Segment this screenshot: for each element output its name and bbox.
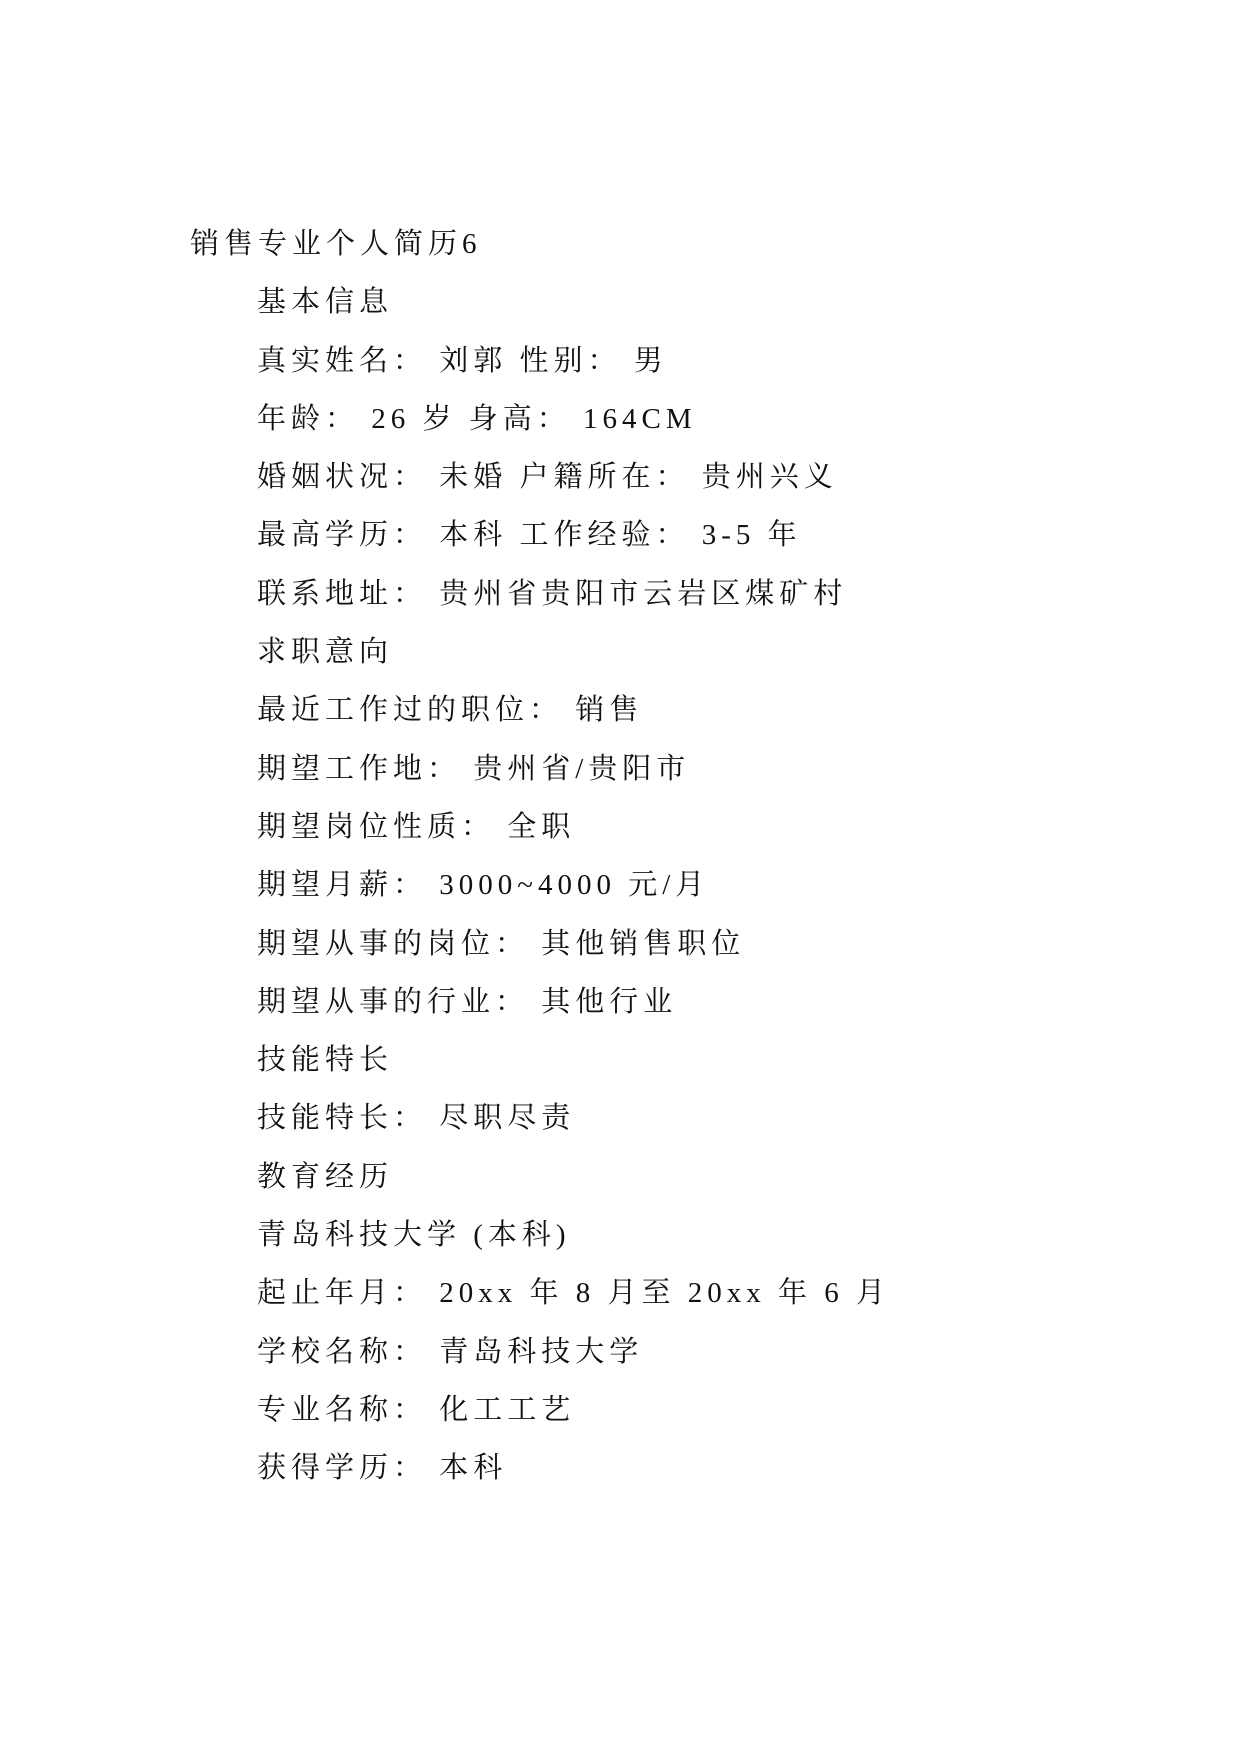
basic-info-age-height: 年龄： 26 岁 身高： 164CM	[257, 402, 697, 435]
basic-info-marital-hukou: 婚姻状况： 未婚 户籍所在： 贵州兴义	[257, 461, 838, 494]
job-intention-recent-position: 最近工作过的职位： 销售	[257, 694, 644, 727]
section-heading-education: 教育经历	[257, 1160, 394, 1193]
section-heading-skills: 技能特长	[257, 1044, 394, 1077]
basic-info-address: 联系地址： 贵州省贵阳市云岩区煤矿村	[257, 577, 848, 610]
education-degree: 获得学历： 本科	[257, 1452, 508, 1485]
job-intention-job-type: 期望岗位性质： 全职	[257, 810, 576, 843]
basic-info-education-experience: 最高学历： 本科 工作经验： 3-5 年	[257, 519, 802, 552]
document-body	[0, 215, 1241, 1498]
education-school-degree: 青岛科技大学 (本科)	[257, 1219, 571, 1252]
job-intention-position: 期望从事的岗位： 其他销售职位	[257, 927, 746, 960]
document-title: 销售专业个人简历6	[190, 228, 482, 260]
job-intention-location: 期望工作地： 贵州省/贵阳市	[257, 752, 691, 785]
education-major: 专业名称： 化工工艺	[257, 1393, 576, 1426]
job-intention-salary: 期望月薪： 3000~4000 元/月	[257, 869, 710, 902]
education-school-name: 学校名称： 青岛科技大学	[257, 1335, 644, 1368]
section-heading-job-intention: 求职意向	[257, 636, 394, 669]
section-heading-basic-info: 基本信息	[257, 286, 394, 319]
basic-info-name-gender: 真实姓名： 刘郭 性别： 男	[257, 344, 668, 377]
job-intention-industry: 期望从事的行业： 其他行业	[257, 985, 678, 1018]
education-dates: 起止年月： 20xx 年 8 月至 20xx 年 6 月	[257, 1277, 891, 1310]
skills-line: 技能特长： 尽职尽责	[257, 1102, 576, 1135]
